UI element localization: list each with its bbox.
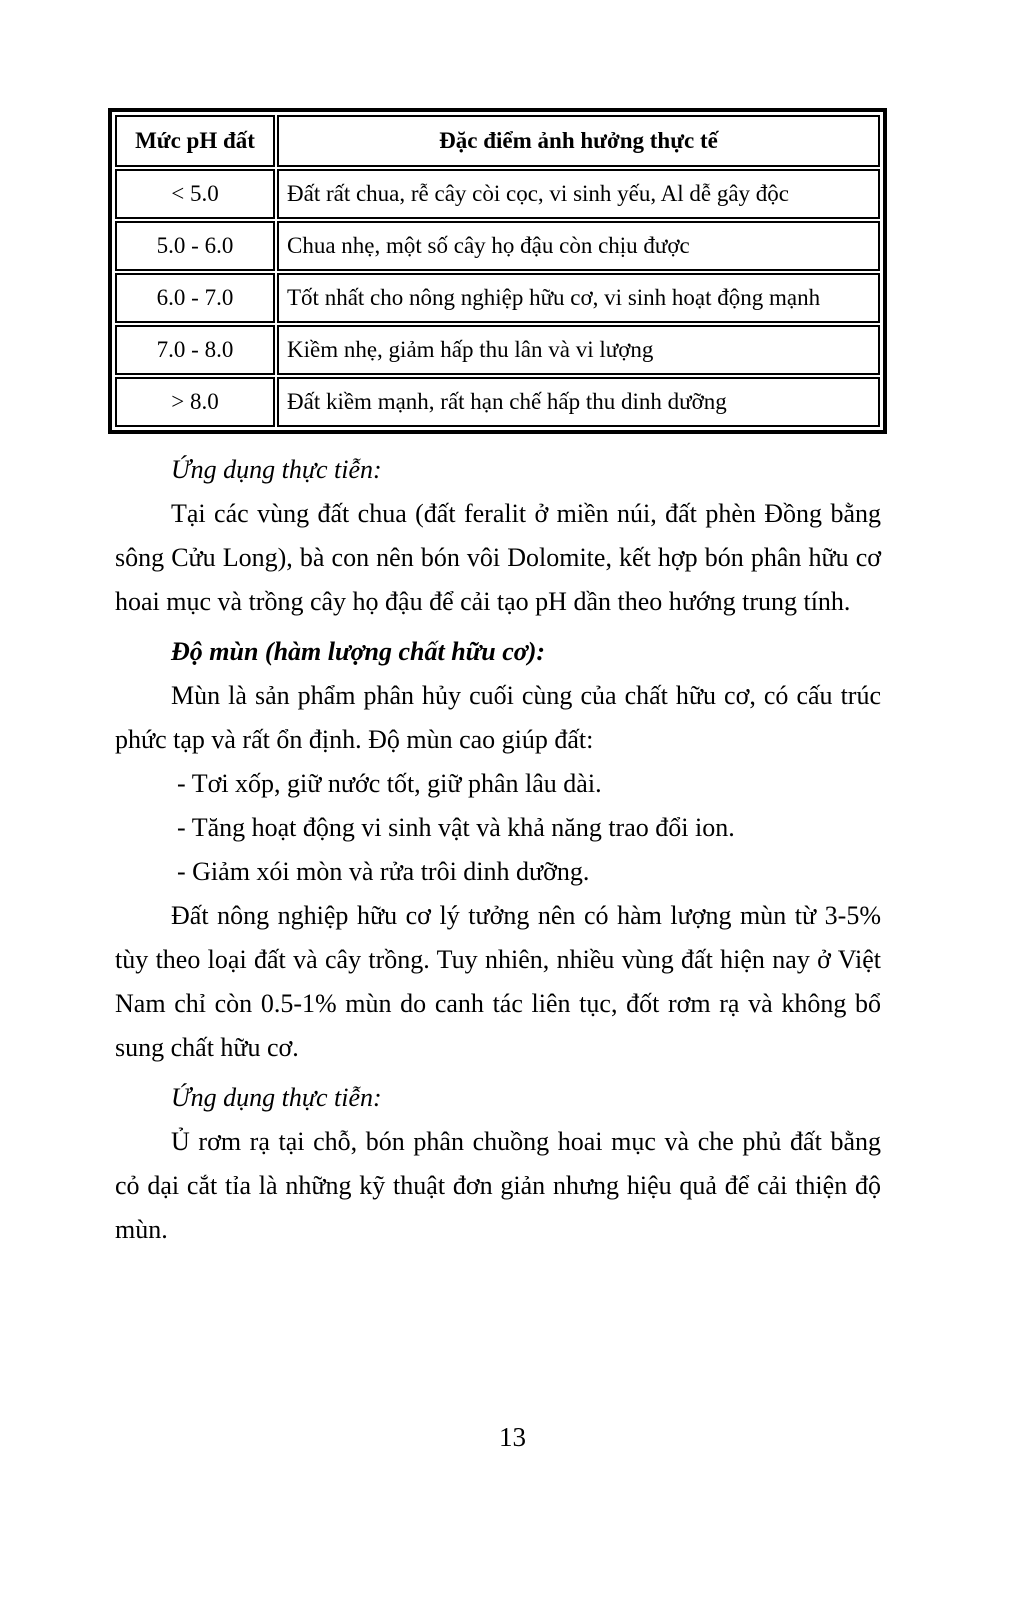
cell-effect: Tốt nhất cho nông nghiệp hữu cơ, vi sinh hoạt động mạnh <box>277 273 880 323</box>
page-content <box>115 108 881 1252</box>
list-item: - Tơi xốp, giữ nước tốt, giữ phân lâu dài. <box>177 769 602 798</box>
table-header-row <box>115 115 880 167</box>
column-header-ph: Mức pH đất <box>115 115 275 167</box>
table-row <box>115 221 880 271</box>
cell-effect: Đất kiềm mạnh, rất hạn chế hấp thu dinh dưỡng <box>277 377 880 427</box>
application-heading-humus: Ứng dụng thực tiễn: <box>171 1083 382 1112</box>
cell-ph-range: 6.0 - 7.0 <box>115 273 275 323</box>
table-row <box>115 273 880 323</box>
page-number: 13 <box>499 1422 526 1452</box>
cell-effect: Đất rất chua, rễ cây còi cọc, vi sinh yếu, Al dễ gây độc <box>277 169 880 219</box>
table-header <box>115 115 880 167</box>
cell-ph-range: > 8.0 <box>115 377 275 427</box>
list-item: - Tăng hoạt động vi sinh vật và khả năng trao đổi ion. <box>177 813 735 842</box>
cell-ph-range: 7.0 - 8.0 <box>115 325 275 375</box>
table-row <box>115 377 880 427</box>
paragraph-humus-content-levels: Đất nông nghiệp hữu cơ lý tưởng nên có hàm lượng mùn từ 3-5% tùy theo loại đất và cây trồng. Tuy nhiên, nhiều vùng đất hiện nay ở Việt Nam chỉ còn 0.5-1% mùn do canh tác liên tục, đốt rơm rạ và không bổ sung chất hữu cơ. <box>115 901 881 1062</box>
soil-ph-levels-table <box>113 113 882 429</box>
spacer <box>115 434 881 448</box>
list-item: - Giảm xói mòn và rửa trôi dinh dưỡng. <box>177 857 590 886</box>
column-header-effect: Đặc điểm ảnh hưởng thực tế <box>277 115 880 167</box>
paragraph-humus-improvement: Ủ rơm rạ tại chỗ, bón phân chuồng hoai mục và che phủ đất bằng cỏ dại cắt tỉa là những kỹ thuật đơn giản nhưng hiệu quả để cải thiện độ mùn. <box>115 1127 881 1244</box>
soil-ph-table-container <box>108 108 887 434</box>
paragraph-humus-definition: Mùn là sản phẩm phân hủy cuối cùng của chất hữu cơ, có cấu trúc phức tạp và rất ổn định. Độ mùn cao giúp đất: <box>115 681 881 754</box>
paragraph-acid-soil-treatment: Tại các vùng đất chua (đất feralit ở miền núi, đất phèn Đồng bằng sông Cửu Long), bà con nên bón vôi Dolomite, kết hợp bón phân hữu cơ hoai mục và trồng cây họ đậu để cải tạo pH dần theo hướng trung tính. <box>115 499 881 616</box>
section-heading-humus: Độ mùn (hàm lượng chất hữu cơ): <box>171 637 546 666</box>
table-row <box>115 325 880 375</box>
cell-ph-range: < 5.0 <box>115 169 275 219</box>
application-heading-ph: Ứng dụng thực tiễn: <box>171 455 382 484</box>
table-row <box>115 169 880 219</box>
table-body <box>115 169 880 427</box>
cell-ph-range: 5.0 - 6.0 <box>115 221 275 271</box>
cell-effect: Kiềm nhẹ, giảm hấp thu lân và vi lượng <box>277 325 880 375</box>
cell-effect: Chua nhẹ, một số cây họ đậu còn chịu được <box>277 221 880 271</box>
